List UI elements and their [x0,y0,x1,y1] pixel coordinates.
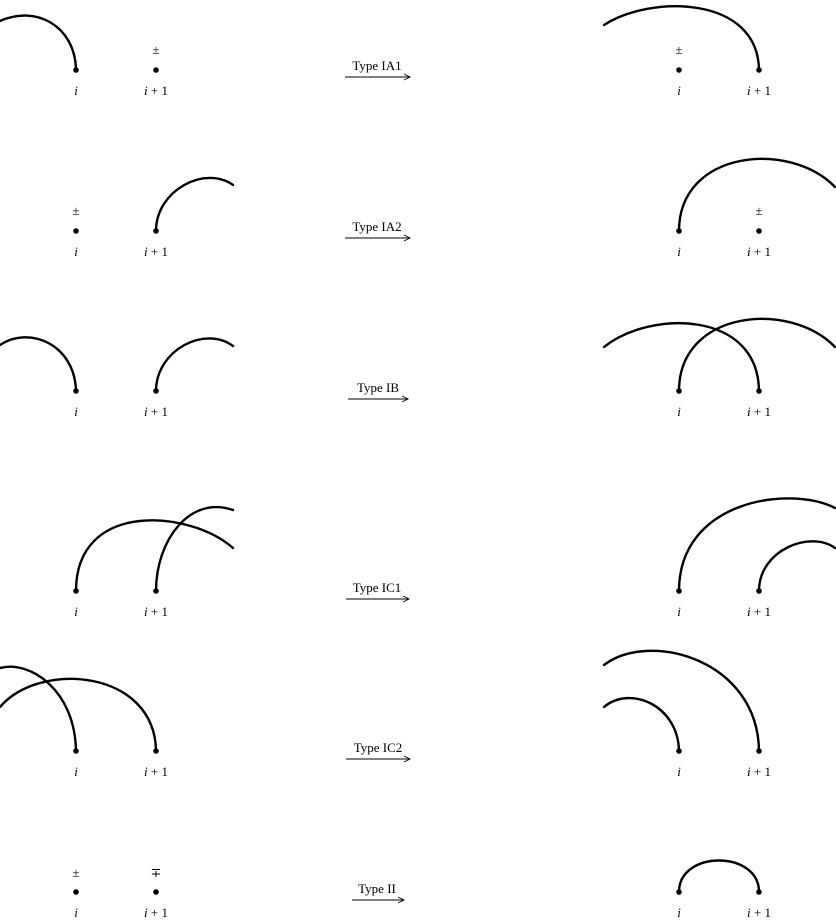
node-i-plus-1 [756,889,762,895]
transition-arrow [346,580,409,602]
transition-label: Type II [358,881,396,896]
transition-label: Type IA2 [352,219,402,234]
node-label-i: i [74,244,78,259]
arc [0,337,76,391]
row-type-ia1 [0,6,771,98]
transition-label: Type IA1 [352,58,402,73]
left-diagram [0,667,168,779]
right-diagram [676,159,835,259]
left-diagram [72,178,233,259]
node-label-i-plus-1: i + 1 [144,764,168,779]
left-diagram [0,16,168,98]
node-i [73,228,79,234]
right-diagram [604,651,771,779]
node-label-i: i [677,244,681,259]
right-diagram [604,319,835,419]
arc [759,541,835,591]
node-label-i: i [677,83,681,98]
transition-label: Type IB [356,380,400,395]
node-label-i-plus-1: i + 1 [747,905,771,920]
arc [156,507,233,591]
arc [679,159,835,231]
arc [604,323,759,391]
transition-label: Type IC2 [353,740,403,755]
left-diagram [72,865,168,920]
transition-label: Type IC1 [352,580,402,595]
right-diagram [676,861,771,920]
node-label-i-plus-1: i + 1 [747,604,771,619]
node-i [73,67,79,73]
node-i [73,889,79,895]
node-i-plus-1 [756,588,762,594]
right-diagram [604,6,771,98]
arc [76,520,233,591]
node-i [676,67,682,73]
node-label-i: i [74,604,78,619]
right-diagram [676,498,835,619]
node-label-i-plus-1: i + 1 [144,404,168,419]
row-type-ic1 [73,498,835,619]
node-label-i: i [677,404,681,419]
node-label-i-plus-1: i + 1 [144,83,168,98]
node-i [73,748,79,754]
node-label-i: i [677,905,681,920]
node-label-i-plus-1: i + 1 [747,764,771,779]
node-label-i-plus-1: i + 1 [747,404,771,419]
node-label-i: i [74,764,78,779]
node-i-plus-1 [756,748,762,754]
sign-label: ± [72,865,80,880]
node-i [73,588,79,594]
row-type-ic2 [0,651,771,779]
node-i [676,748,682,754]
node-i [676,228,682,234]
node-i-plus-1 [756,228,762,234]
arc [156,338,233,391]
node-label-i: i [677,604,681,619]
node-i [676,388,682,394]
arc [679,498,835,591]
node-i-plus-1 [153,748,159,754]
transition-arrow [348,380,408,402]
arc [604,6,759,70]
row-type-ii [72,861,771,920]
transition-arrow [352,881,404,903]
transition-arrow [345,58,410,80]
node-i-plus-1 [756,388,762,394]
sign-label: ± [152,42,160,57]
sign-label: ± [755,203,763,218]
arc [604,698,679,751]
left-diagram [73,507,233,619]
node-label-i: i [74,905,78,920]
arc [0,16,76,70]
transition-arrow [346,740,410,762]
node-i [73,388,79,394]
sign-label: ± [675,42,683,57]
node-label-i-plus-1: i + 1 [144,244,168,259]
arc [604,651,759,751]
node-label-i-plus-1: i + 1 [747,244,771,259]
node-label-i-plus-1: i + 1 [747,83,771,98]
node-i [676,588,682,594]
node-label-i-plus-1: i + 1 [144,905,168,920]
row-type-ib [0,319,835,419]
transition-arrow [345,219,410,241]
node-i [676,889,682,895]
arc [679,861,759,893]
node-label-i-plus-1: i + 1 [144,604,168,619]
sign-label: ∓ [150,865,162,880]
node-label-i: i [74,83,78,98]
node-i-plus-1 [153,889,159,895]
sign-label: ± [72,203,80,218]
node-label-i: i [74,404,78,419]
arc [0,679,156,751]
node-i-plus-1 [153,67,159,73]
node-label-i: i [677,764,681,779]
node-i-plus-1 [153,588,159,594]
left-diagram [0,337,233,419]
row-type-ia2 [72,159,835,259]
node-i-plus-1 [756,67,762,73]
arc [156,178,233,231]
node-i-plus-1 [153,228,159,234]
node-i-plus-1 [153,388,159,394]
